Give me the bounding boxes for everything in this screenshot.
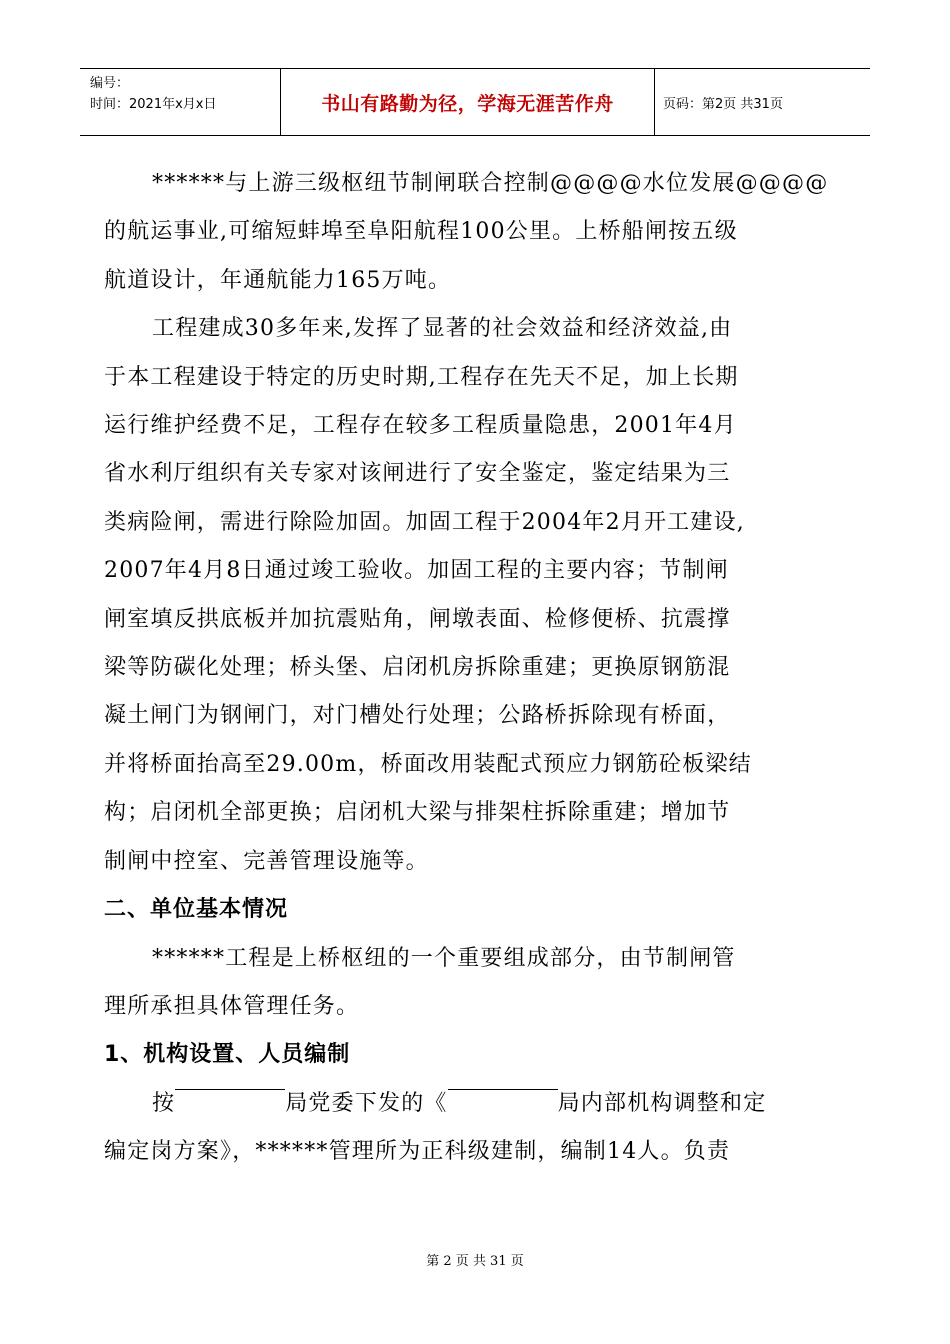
paragraph-line: 省水利厅组织有关专家对该闸进行了安全鉴定，鉴定结果为三 — [104, 461, 731, 487]
text-segment: 局党委下发的《 — [285, 1090, 448, 1116]
paragraph-line: 编定岗方案》，******管理所为正科级建制，编制14人。负责 — [104, 1139, 731, 1165]
section-heading: 二、单位基本情况 — [104, 897, 289, 923]
page-info: 页码：第2页 共31页 — [663, 96, 783, 112]
page-header — [80, 68, 870, 136]
motto: 书山有路勤为径，学海无涯苦作舟 — [321, 92, 614, 115]
text-segment: 按 — [152, 1090, 176, 1116]
paragraph-line-with-blanks — [104, 1080, 804, 1128]
blank-underline — [448, 1089, 558, 1090]
blank-underline — [175, 1089, 285, 1090]
text-segment: 局内部机构调整和定 — [557, 1090, 767, 1116]
number-label: 编号： — [90, 76, 130, 91]
header-meta — [80, 69, 280, 135]
paragraph-line: 梁等防碳化处理；桥头堡、启闭机房拆除重建；更换原钢筋混 — [104, 655, 731, 681]
paragraph-line: 并将桥面抬高至29.00m，桥面改用装配式预应力钢筋砼板梁结 — [104, 751, 752, 777]
paragraph-line: 2007年4月8日通过竣工验收。加固工程的主要内容；节制闸 — [104, 558, 729, 584]
paragraph-line: 运行维护经费不足，工程存在较多工程质量隐患，2001年4月 — [104, 413, 737, 439]
paragraph-line: 制闸中控室、完善管理设施等。 — [104, 848, 429, 874]
header-motto-cell — [280, 69, 655, 135]
paragraph-line: ******与上游三级枢纽节制闸联合控制@@@@水位发展@@@@ — [152, 171, 829, 196]
paragraph-line: 工程建成30多年来,发挥了显著的社会效益和经济效益,由 — [152, 316, 733, 342]
paragraph-line: 闸室填反拱底板并加抗震贴角，闸墩表面、检修便桥、抗震撑 — [104, 606, 731, 632]
paragraph-line: 类病险闸，需进行除险加固。加固工程于2004年2月开工建设, — [104, 509, 745, 535]
paragraph-line: 凝土闸门为钢闸门，对门槽处行处理；公路桥拆除现有桥面， — [104, 703, 731, 729]
paragraph-line: 构；启闭机全部更换；启闭机大梁与排架柱拆除重建；增加节 — [104, 800, 731, 826]
date-label: 时间：2021年x月x日 — [90, 97, 217, 112]
paragraph-line: ******工程是上桥枢纽的一个重要组成部分，由节制闸管 — [152, 945, 736, 971]
document-body — [104, 160, 829, 1177]
paragraph-line: 航道设计，年通航能力165万吨。 — [104, 267, 452, 293]
subsection-heading: 1、机构设置、人员编制 — [104, 1042, 351, 1068]
page-footer: 第 2 页 共 31 页 — [426, 1254, 524, 1269]
paragraph-line: 的航运事业,可缩短蚌埠至阜阳航程100公里。上桥船闸按五级 — [104, 219, 738, 245]
paragraph-line: 理所承担具体管理任务。 — [104, 993, 360, 1019]
header-page-cell — [655, 69, 870, 135]
paragraph-line: 于本工程建设于特定的历史时期,工程存在先天不足，加上长期 — [104, 364, 739, 390]
